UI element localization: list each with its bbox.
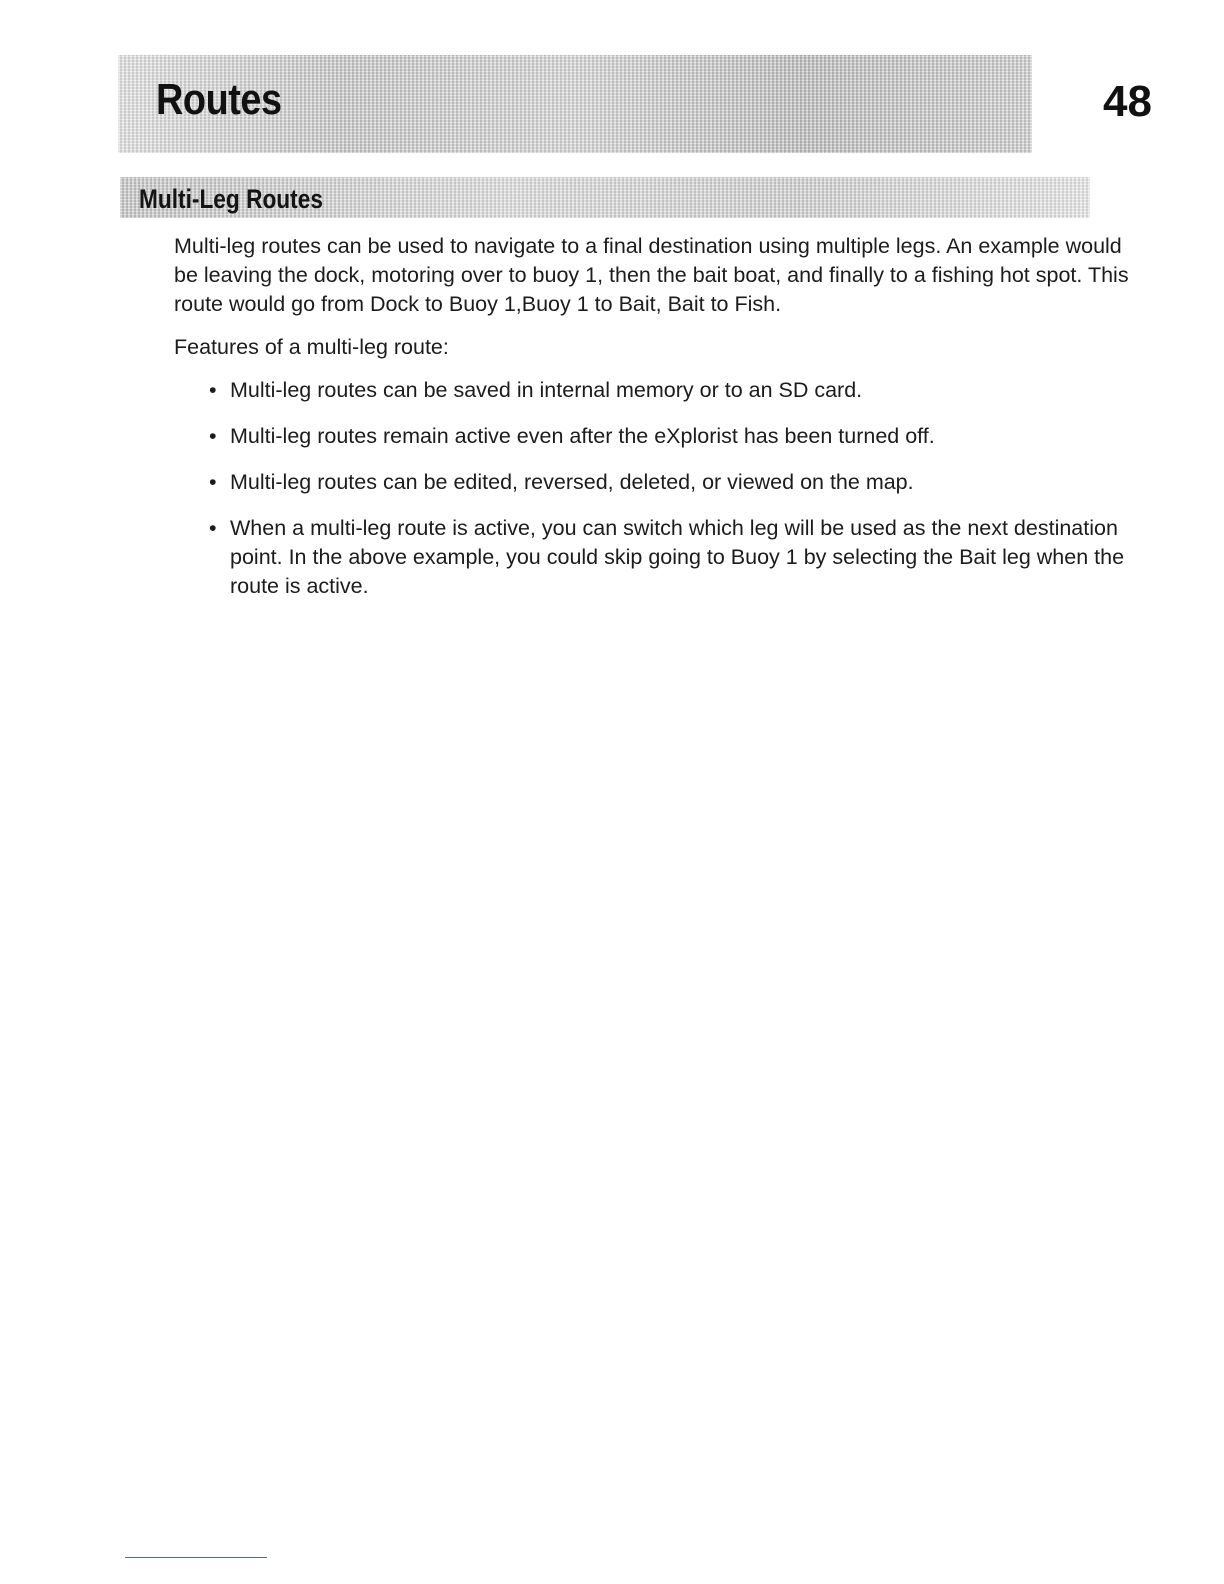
bullet-icon: • [209, 424, 217, 448]
list-item [209, 468, 1149, 497]
list-item [209, 376, 1149, 405]
bullet-icon: • [209, 516, 217, 540]
list-item [209, 422, 1149, 451]
section-title: Multi-Leg Routes [139, 184, 323, 214]
list-item [209, 514, 1149, 601]
section-body [174, 232, 1149, 618]
list-item-text: Multi-leg routes can be edited, reversed, deleted, or viewed on the map. [230, 470, 914, 494]
bullet-icon: • [209, 470, 217, 494]
chapter-title: Routes [156, 75, 282, 124]
features-label: Features of a multi-leg route: [174, 335, 449, 359]
page-number: 48 [1103, 77, 1152, 126]
list-item-text: Multi-leg routes remain active even after the eXplorist has been turned off. [230, 424, 935, 448]
list-item-text: Multi-leg routes can be saved in internal memory or to an SD card. [230, 378, 863, 402]
bullet-icon: • [209, 378, 217, 402]
footer-rule [125, 1557, 267, 1558]
list-item-text: When a multi-leg route is active, you can switch which leg will be used as the next destination point. In the above example, you could skip going to Buoy 1 by selecting the Bait leg when the route is active. [230, 516, 1125, 598]
intro-paragraph: Multi-leg routes can be used to navigate to a final destination using multiple legs. An example would be leaving the dock, motoring over to buoy 1, then the bait boat, and finally to a fishing hot spot. This route would go from Dock to Buoy 1,Buoy 1 to Bait, Bait to Fish. [174, 234, 1129, 316]
features-list [174, 376, 1149, 601]
